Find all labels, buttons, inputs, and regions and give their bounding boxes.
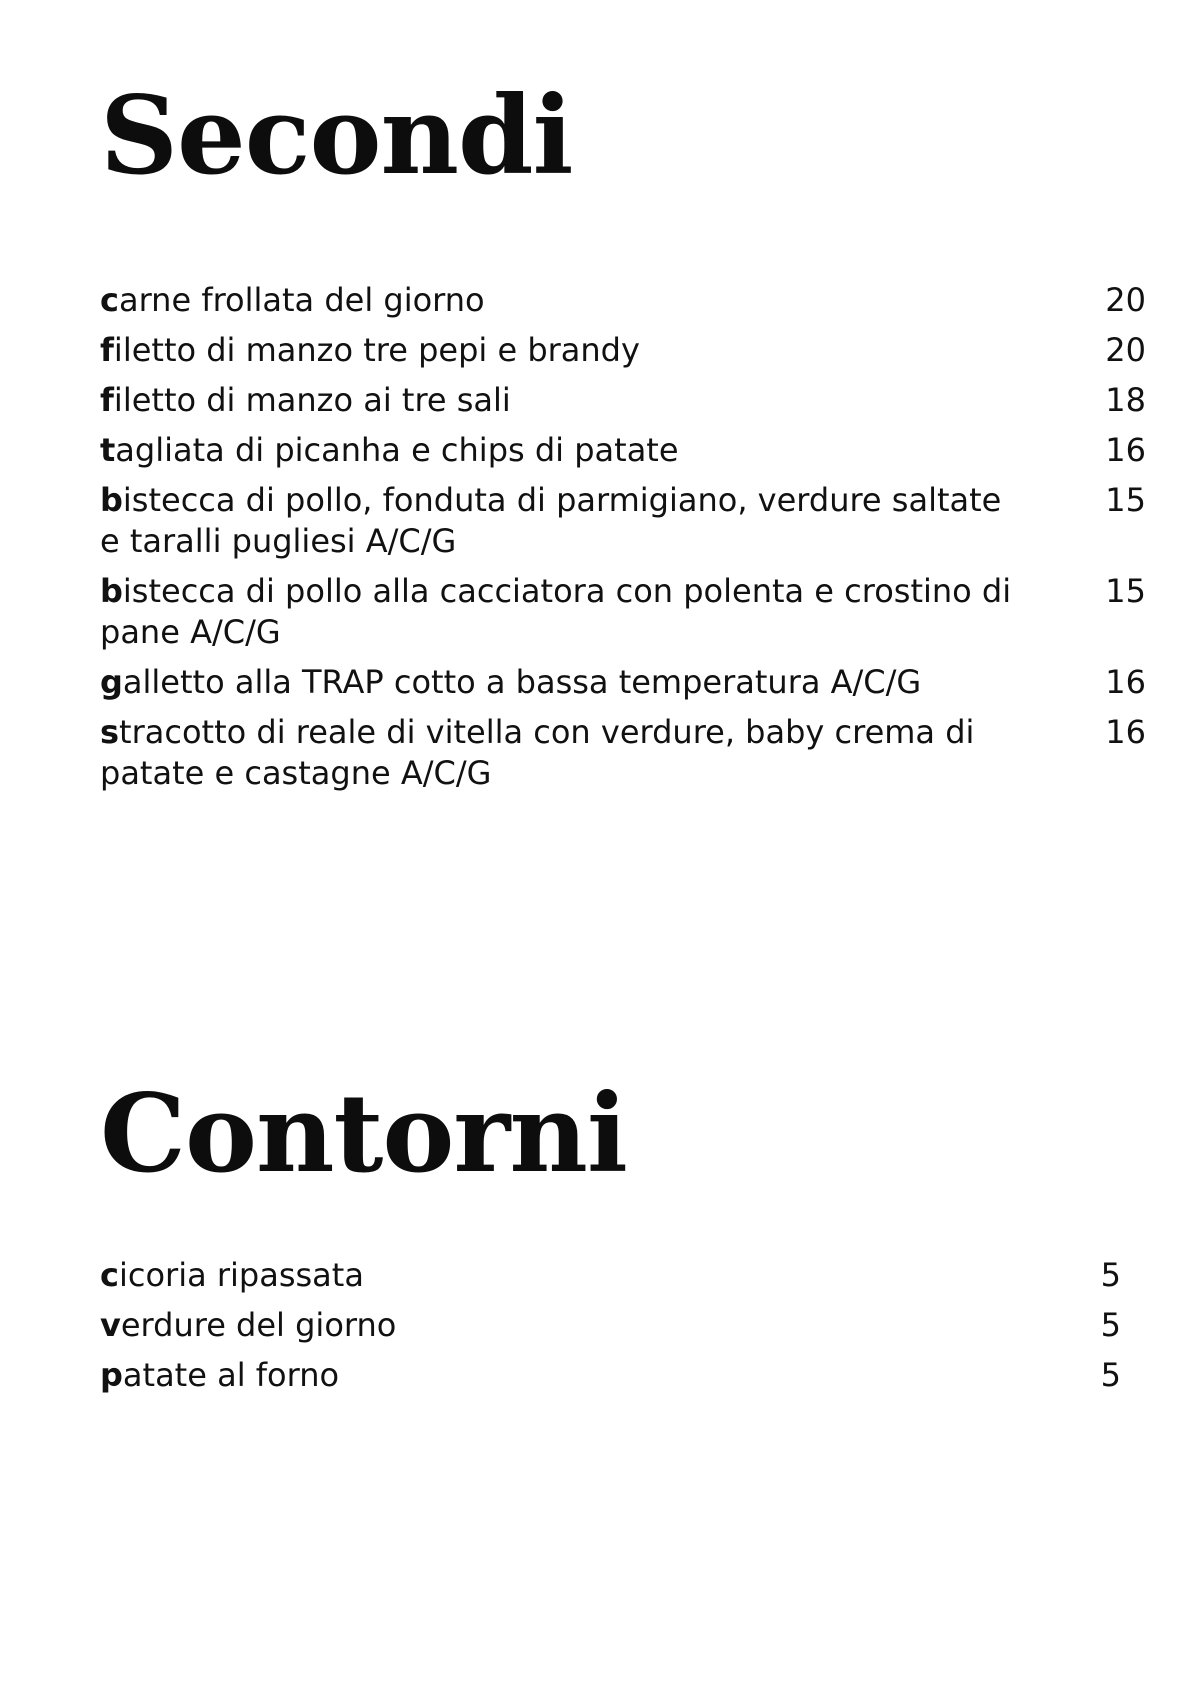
menu-item-name [100, 571, 1020, 653]
menu-item [100, 712, 1146, 794]
menu-item-price: 15 [1105, 481, 1146, 519]
menu-item-price: 5 [1100, 1256, 1121, 1294]
menu-item-text: iletto di manzo ai tre sali [113, 381, 511, 419]
menu-item [100, 280, 1146, 321]
menu-item-price: 16 [1105, 663, 1146, 701]
menu-item [100, 430, 1146, 471]
menu-item-text: agliata di picanha e chips di patate [115, 431, 679, 469]
menu-item-initial: c [100, 1256, 119, 1294]
contorni-menu-list [100, 1255, 1146, 1405]
menu-item-price: 16 [1105, 713, 1146, 751]
menu-item-name [100, 280, 1020, 321]
menu-item-name [100, 712, 1020, 794]
menu-item-text: erdure del giorno [120, 1306, 397, 1344]
menu-item-price: 5 [1100, 1306, 1121, 1344]
menu-item-price: 15 [1105, 572, 1146, 610]
menu-item [100, 1255, 1146, 1296]
menu-item-initial: s [100, 713, 120, 751]
menu-item [100, 380, 1146, 421]
menu-item-name [100, 662, 1020, 703]
secondi-title: Secondi [100, 73, 573, 199]
menu-item [100, 1305, 1146, 1346]
menu-item [100, 1355, 1146, 1396]
menu-item-text: alletto alla TRAP cotto a bassa temperatura A/C/G [122, 663, 922, 701]
menu-item [100, 480, 1146, 562]
menu-item-initial: f [100, 381, 114, 419]
menu-item-text: iletto di manzo tre pepi e brandy [113, 331, 640, 369]
contorni-title: Contorni [100, 1071, 627, 1197]
menu-item-initial: g [100, 663, 123, 701]
menu-item-text: icoria ripassata [118, 1256, 364, 1294]
menu-item-initial: t [100, 431, 116, 469]
menu-item-initial: p [100, 1356, 123, 1394]
menu-item-initial: b [100, 572, 123, 610]
menu-item-name [100, 480, 1020, 562]
menu-item-text: tracotto di reale di vitella con verdure, baby crema di patate e castagne A/C/G [100, 713, 975, 792]
menu-item-initial: b [100, 481, 123, 519]
menu-item-text: arne frollata del giorno [118, 281, 485, 319]
menu-item-text: istecca di pollo, fonduta di parmigiano, verdure saltate e taralli pugliesi A/C/G [100, 481, 1002, 560]
menu-item-name [100, 1305, 1020, 1346]
menu-item-price: 18 [1105, 381, 1146, 419]
menu-item-initial: v [100, 1306, 121, 1344]
menu-item-initial: f [100, 331, 114, 369]
menu-item-price: 5 [1100, 1356, 1121, 1394]
menu-item-initial: c [100, 281, 119, 319]
menu-item-name [100, 430, 1020, 471]
menu-item-text: istecca di pollo alla cacciatora con polenta e crostino di pane A/C/G [100, 572, 1012, 651]
menu-item-text: atate al forno [122, 1356, 340, 1394]
secondi-menu-list [100, 280, 1146, 803]
menu-item-name [100, 330, 1020, 371]
menu-item-price: 16 [1105, 431, 1146, 469]
menu-item-name [100, 1355, 1020, 1396]
menu-item-price: 20 [1105, 331, 1146, 369]
menu-item-name [100, 1255, 1020, 1296]
menu-item [100, 662, 1146, 703]
menu-item [100, 571, 1146, 653]
menu-item-name [100, 380, 1020, 421]
menu-item [100, 330, 1146, 371]
menu-item-price: 20 [1105, 281, 1146, 319]
